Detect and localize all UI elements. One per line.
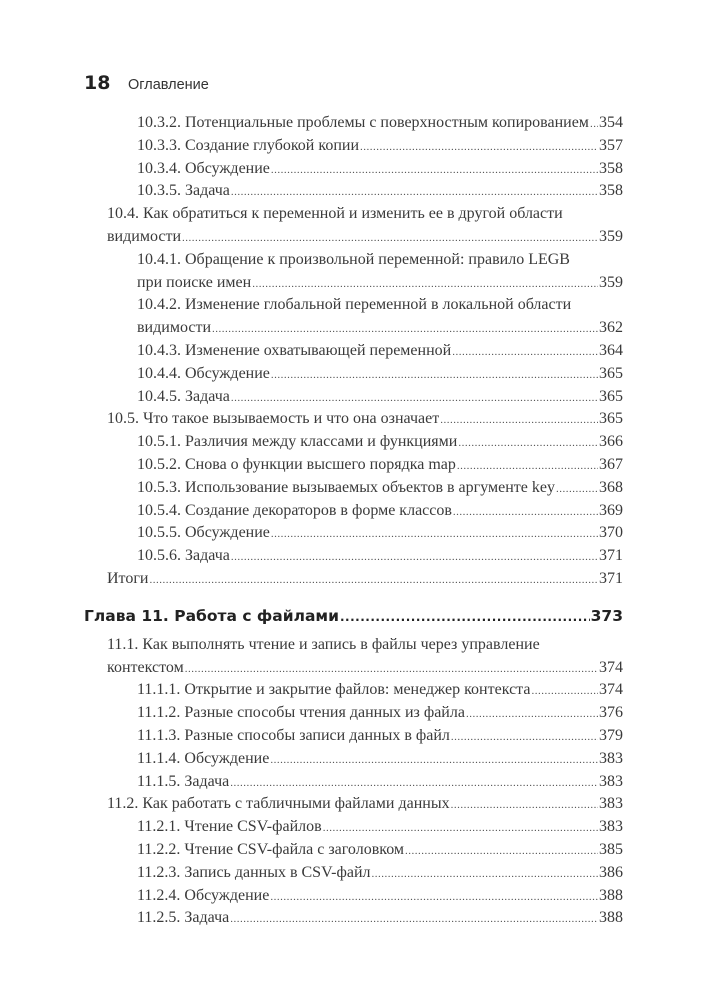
toc-entry-title: 10.3.4. Обсуждение (137, 159, 270, 177)
running-title: Оглавление (128, 77, 209, 93)
toc-entry[interactable] (84, 135, 623, 158)
toc-entry-title: 11.1.4. Обсуждение (137, 749, 270, 767)
dot-leader (451, 726, 598, 749)
dot-leader (440, 409, 598, 432)
toc-entry[interactable] (84, 363, 623, 386)
toc-entry-page: 368 (599, 478, 623, 496)
toc-entry-title: 11.1.1. Открытие и закрытие файлов: менеджер контекста (137, 681, 531, 699)
toc-entry-title: 10.4.4. Обсуждение (137, 364, 270, 382)
toc-entry-title: 10.4.1. Обращение к произвольной переменной: правило LEGB (137, 250, 570, 268)
toc-entry[interactable] (84, 816, 623, 839)
toc-entry-title: 10.5.3. Использование вызываемых объектов в аргументе key (137, 478, 555, 496)
toc-entry[interactable] (84, 907, 623, 930)
toc-entry-page: 367 (599, 455, 623, 473)
toc-entry-page: 385 (599, 840, 623, 858)
toc-entry[interactable] (84, 500, 623, 523)
dot-leader (466, 703, 598, 726)
toc-entry-title: 11.2.5. Задача (137, 909, 230, 927)
toc-entry-page: 369 (599, 501, 623, 519)
dot-leader (212, 318, 598, 341)
toc-entry[interactable] (84, 454, 623, 477)
toc-entry[interactable] (84, 340, 623, 363)
dot-leader (271, 364, 598, 387)
toc-entry-page: 379 (599, 726, 623, 744)
toc-entry-title: 10.5.4. Создание декораторов в форме классов (137, 501, 452, 519)
toc-entry[interactable] (84, 568, 623, 591)
toc-entry-title: 10.5.6. Задача (137, 547, 230, 565)
toc-entry[interactable] (84, 679, 623, 702)
toc-entry[interactable] (84, 477, 623, 500)
toc-entry[interactable] (84, 771, 623, 794)
table-of-contents (84, 112, 623, 930)
toc-entry-page: 362 (599, 319, 623, 337)
toc-entry-page: 383 (599, 818, 623, 836)
toc-entry-title: контекстом (107, 658, 184, 676)
toc-entry-page: 383 (599, 795, 623, 813)
dot-leader (231, 181, 598, 204)
toc-entry[interactable] (84, 431, 623, 454)
toc-entry-page: 358 (599, 159, 623, 177)
dot-leader (360, 136, 598, 159)
toc-entry-title: 11.2.3. Запись данных в CSV-файл (137, 863, 371, 881)
toc-entry-page: 358 (599, 182, 623, 200)
dot-leader (182, 227, 598, 250)
toc-entry-page: 359 (599, 227, 623, 245)
toc-entry[interactable] (84, 885, 623, 908)
toc-entry[interactable] (84, 203, 623, 249)
toc-entry-page: 370 (599, 524, 623, 542)
toc-entry-title: 10.3.3. Создание глубокой копии (137, 136, 360, 154)
dot-leader (252, 273, 598, 296)
dot-leader (270, 886, 598, 909)
toc-entry-title: 10.5. Что такое вызываемость и что она означает (107, 410, 440, 428)
dot-leader (590, 113, 598, 136)
toc-entry[interactable] (84, 793, 623, 816)
toc-entry-page: 374 (599, 658, 623, 676)
toc-entry-title: 10.4. Как обратиться к переменной и изменить ее в другой области (107, 205, 563, 223)
toc-entry-page: 383 (599, 772, 623, 790)
page-header (84, 72, 209, 94)
toc-entry-page: 383 (599, 749, 623, 767)
toc-entry-title: 11.1.5. Задача (137, 772, 230, 790)
toc-entry-title: 11.2.2. Чтение CSV-файла с заголовком (137, 840, 405, 858)
toc-entry-page: 376 (599, 704, 623, 722)
toc-entry-page: 359 (599, 273, 623, 291)
toc-entry-title: 11.1. Как выполнять чтение и запись в файлы через управление (107, 635, 540, 653)
dot-leader (271, 523, 598, 546)
toc-entry-page: 388 (599, 886, 623, 904)
toc-chapter-entry[interactable] (84, 604, 623, 628)
dot-leader (185, 658, 598, 681)
toc-entry-title: Глава 11. Работа с файлами (84, 606, 339, 625)
toc-entry-page: 373 (590, 606, 623, 625)
toc-entry-title: 11.2. Как работать с табличными файлами данных (107, 795, 450, 813)
toc-entry[interactable] (84, 386, 623, 409)
toc-entry-page: 386 (599, 863, 623, 881)
page-number: 18 (84, 72, 111, 94)
dot-leader (323, 817, 598, 840)
toc-entry[interactable] (84, 294, 623, 340)
toc-entry-title: видимости (107, 227, 181, 245)
toc-entry-title: 11.1.2. Разные способы чтения данных из файла (137, 704, 465, 722)
toc-entry-page: 365 (599, 387, 623, 405)
toc-entry-page: 371 (599, 569, 623, 587)
toc-entry-title: 10.5.1. Различия между классами и функциями (137, 433, 458, 451)
toc-entry-page: 364 (599, 341, 623, 359)
toc-entry-title: 10.5.5. Обсуждение (137, 524, 270, 542)
toc-entry[interactable] (84, 634, 623, 680)
dot-leader (270, 749, 598, 772)
toc-entry-title: видимости (137, 319, 211, 337)
toc-entry-page: 388 (599, 909, 623, 927)
toc-entry-title: 10.4.3. Изменение охватывающей переменной (137, 341, 452, 359)
toc-entry[interactable] (84, 725, 623, 748)
toc-entry[interactable] (84, 249, 623, 295)
dot-leader (458, 432, 598, 455)
dot-leader (451, 794, 598, 817)
toc-entry[interactable] (84, 158, 623, 181)
dot-leader (230, 772, 598, 795)
toc-entry[interactable] (84, 180, 623, 203)
toc-entry-page: 366 (599, 433, 623, 451)
toc-entry[interactable] (84, 839, 623, 862)
dot-leader (271, 159, 598, 182)
toc-entry-page: 354 (599, 114, 623, 131)
toc-entry[interactable] (84, 862, 623, 885)
dot-leader (452, 341, 598, 364)
toc-entry[interactable] (84, 702, 623, 725)
toc-entry-title: 10.3.5. Задача (137, 182, 230, 200)
toc-entry-title: 11.2.1. Чтение CSV-файлов (137, 818, 322, 836)
dot-leader (531, 680, 598, 703)
dot-leader (231, 387, 598, 410)
toc-entry-page: 365 (599, 364, 623, 382)
toc-entry-title: 10.4.2. Изменение глобальной переменной в локальной области (137, 296, 572, 314)
toc-entry-page: 365 (599, 410, 623, 428)
dot-leader (340, 605, 590, 629)
toc-entry[interactable] (84, 522, 623, 545)
toc-entry-page: 374 (599, 681, 623, 699)
toc-entry[interactable] (84, 748, 623, 771)
toc-entry-title: 11.2.4. Обсуждение (137, 886, 270, 904)
toc-entry-page: 357 (599, 136, 623, 154)
dot-leader (457, 455, 598, 478)
toc-entry-title: 11.1.3. Разные способы записи данных в файл (137, 726, 450, 744)
dot-leader (231, 546, 598, 569)
toc-entry[interactable] (84, 408, 623, 431)
toc-entry[interactable] (84, 545, 623, 568)
toc-entry-title: при поиске имен (137, 273, 252, 291)
toc-entry-title: 10.5.2. Снова о функции высшего порядка map (137, 455, 456, 473)
dot-leader (556, 478, 598, 501)
toc-entry[interactable] (84, 112, 623, 135)
toc-entry-title: Итоги (107, 569, 149, 587)
dot-leader (453, 501, 598, 524)
toc-entry-page: 371 (599, 547, 623, 565)
dot-leader (149, 569, 598, 592)
dot-leader (230, 908, 598, 931)
dot-leader (372, 863, 598, 886)
toc-entry-title: 10.3.2. Потенциальные проблемы с поверхностным копированием (137, 114, 589, 131)
toc-entry-title: 10.4.5. Задача (137, 387, 230, 405)
dot-leader (405, 840, 598, 863)
